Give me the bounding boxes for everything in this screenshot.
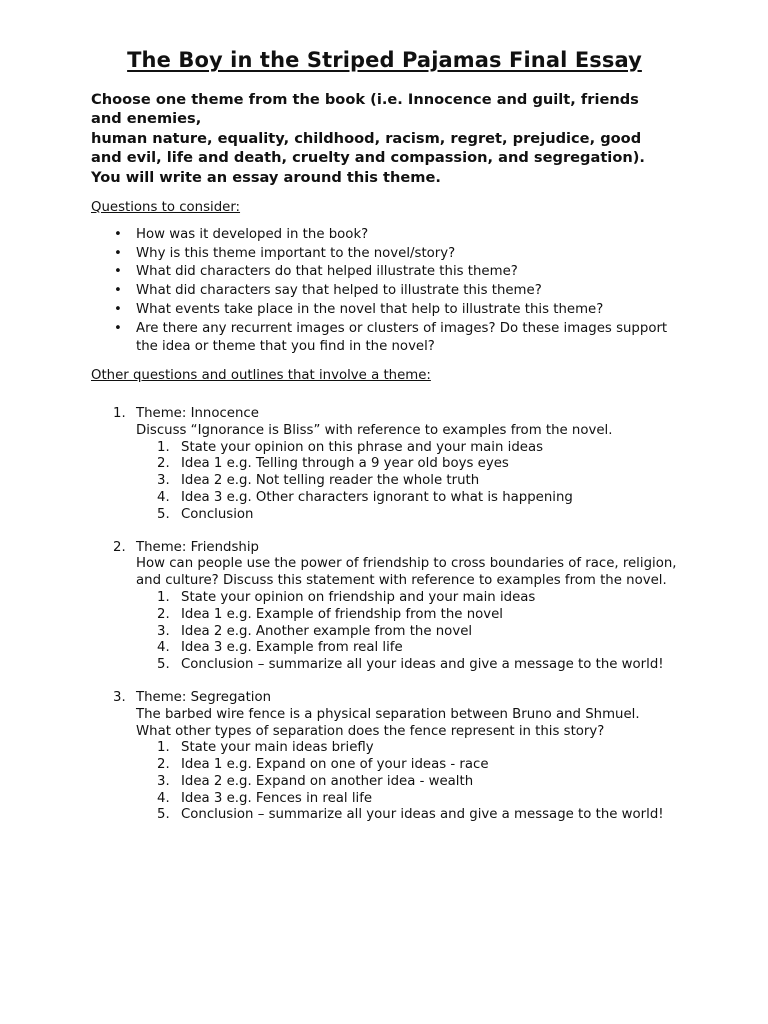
intro-line: human nature, equality, childhood, racism, regret, prejudice, good	[91, 129, 642, 147]
theme-label: Theme: Innocence	[136, 405, 259, 421]
step-item	[157, 473, 678, 490]
step-item	[157, 623, 678, 641]
theme-steps	[136, 740, 678, 824]
step-item	[157, 640, 678, 657]
step-item	[157, 456, 678, 473]
step-number: 2.	[157, 606, 170, 622]
other-questions-heading: Other questions and outlines that involve a theme:	[91, 367, 431, 383]
question-item: • How was it developed in the book?	[136, 226, 678, 245]
step-item	[157, 740, 678, 757]
step-number: 5.	[157, 657, 170, 673]
intro-line: Choose one theme from the book (i.e. Innocence and guilt, friends	[91, 91, 639, 108]
step-number: 5.	[157, 506, 170, 522]
step-number: 4.	[157, 640, 170, 656]
step-text: Idea 2 e.g. Expand on another idea - wealth	[181, 773, 474, 789]
step-text: Idea 1 e.g. Expand on one of your ideas - race	[181, 757, 489, 773]
question-item: • What did characters do that helped illustrate this theme?	[136, 263, 678, 282]
theme-label: Theme: Segregation	[136, 689, 272, 705]
step-number: 1.	[157, 589, 170, 605]
theme-item-friendship	[91, 540, 678, 674]
step-text: Conclusion – summarize all your ideas and give a message to the world!	[181, 657, 664, 673]
question-item: • Are there any recurrent images or clusters of images? Do these images support the idea or theme that you find in the novel?	[136, 320, 678, 357]
step-number: 3.	[157, 473, 170, 489]
step-item	[157, 757, 678, 774]
step-text: Idea 1 e.g. Example of friendship from the novel	[181, 606, 503, 622]
theme-steps	[136, 590, 678, 674]
step-number: 2.	[157, 456, 170, 472]
theme-label: Theme: Friendship	[136, 539, 259, 555]
step-text: Idea 3 e.g. Fences in real life	[181, 790, 373, 806]
theme-description: Discuss “Ignorance is Bliss” with reference to examples from the novel.	[136, 422, 613, 438]
step-text: Conclusion – summarize all your ideas and give a message to the world!	[181, 807, 664, 823]
step-number: 4.	[157, 489, 170, 505]
step-text: State your opinion on this phrase and your main ideas	[181, 439, 544, 455]
step-text: Idea 1 e.g. Telling through a 9 year old boys eyes	[181, 456, 509, 472]
step-text: Conclusion	[181, 506, 254, 522]
theme-description: The barbed wire fence is a physical separation between Bruno and Shmuel. What other types of separation does the fence represent in this story?	[136, 706, 640, 739]
questions-list	[91, 226, 678, 357]
step-number: 1.	[157, 740, 170, 756]
question-item: • What did characters say that helped to illustrate this theme?	[136, 282, 678, 301]
step-item	[157, 589, 678, 607]
step-number: 1.	[157, 439, 170, 455]
step-item	[157, 489, 678, 507]
step-text: State your opinion on friendship and your main ideas	[181, 589, 536, 605]
step-text: Idea 2 e.g. Another example from the novel	[181, 623, 473, 639]
theme-item-segregation	[91, 690, 678, 824]
step-number: 3.	[157, 623, 170, 639]
step-item	[157, 807, 678, 824]
step-item	[157, 773, 678, 791]
question-item: • What events take place in the novel that help to illustrate this theme?	[136, 301, 678, 320]
step-number: 3.	[157, 773, 170, 789]
step-text: State your main ideas briefly	[181, 740, 374, 756]
step-item	[157, 606, 678, 624]
theme-description: How can people use the power of friendship to cross boundaries of race, religion, and culture? Discuss this statement with reference to examples from the novel.	[136, 556, 677, 589]
intro-line: and evil, life and death, cruelty and compassion, and segregation).	[91, 149, 645, 167]
step-text: Idea 2 e.g. Not telling reader the whole truth	[181, 473, 480, 489]
step-text: Idea 3 e.g. Other characters ignorant to what is happening	[181, 489, 573, 505]
theme-number: 2.	[113, 539, 126, 555]
page-title: The Boy in the Striped Pajamas Final Essay	[127, 48, 642, 72]
step-item	[157, 790, 678, 808]
intro-line: You will write an essay around this theme.	[91, 168, 441, 186]
step-item	[157, 439, 678, 457]
step-item	[157, 657, 678, 674]
step-number: 4.	[157, 790, 170, 806]
step-item	[157, 506, 678, 524]
step-text: Idea 3 e.g. Example from real life	[181, 640, 403, 656]
theme-item-innocence	[91, 406, 678, 524]
intro-line: and enemies,	[91, 110, 202, 128]
intro-paragraph	[91, 90, 678, 187]
questions-heading: Questions to consider:	[91, 200, 241, 216]
theme-number: 1.	[113, 405, 126, 421]
themes-list	[91, 406, 678, 824]
step-number: 2.	[157, 757, 170, 773]
question-item: • Why is this theme important to the novel/story?	[136, 245, 678, 264]
theme-number: 3.	[113, 689, 126, 705]
step-number: 5.	[157, 807, 170, 823]
theme-steps	[136, 440, 678, 524]
